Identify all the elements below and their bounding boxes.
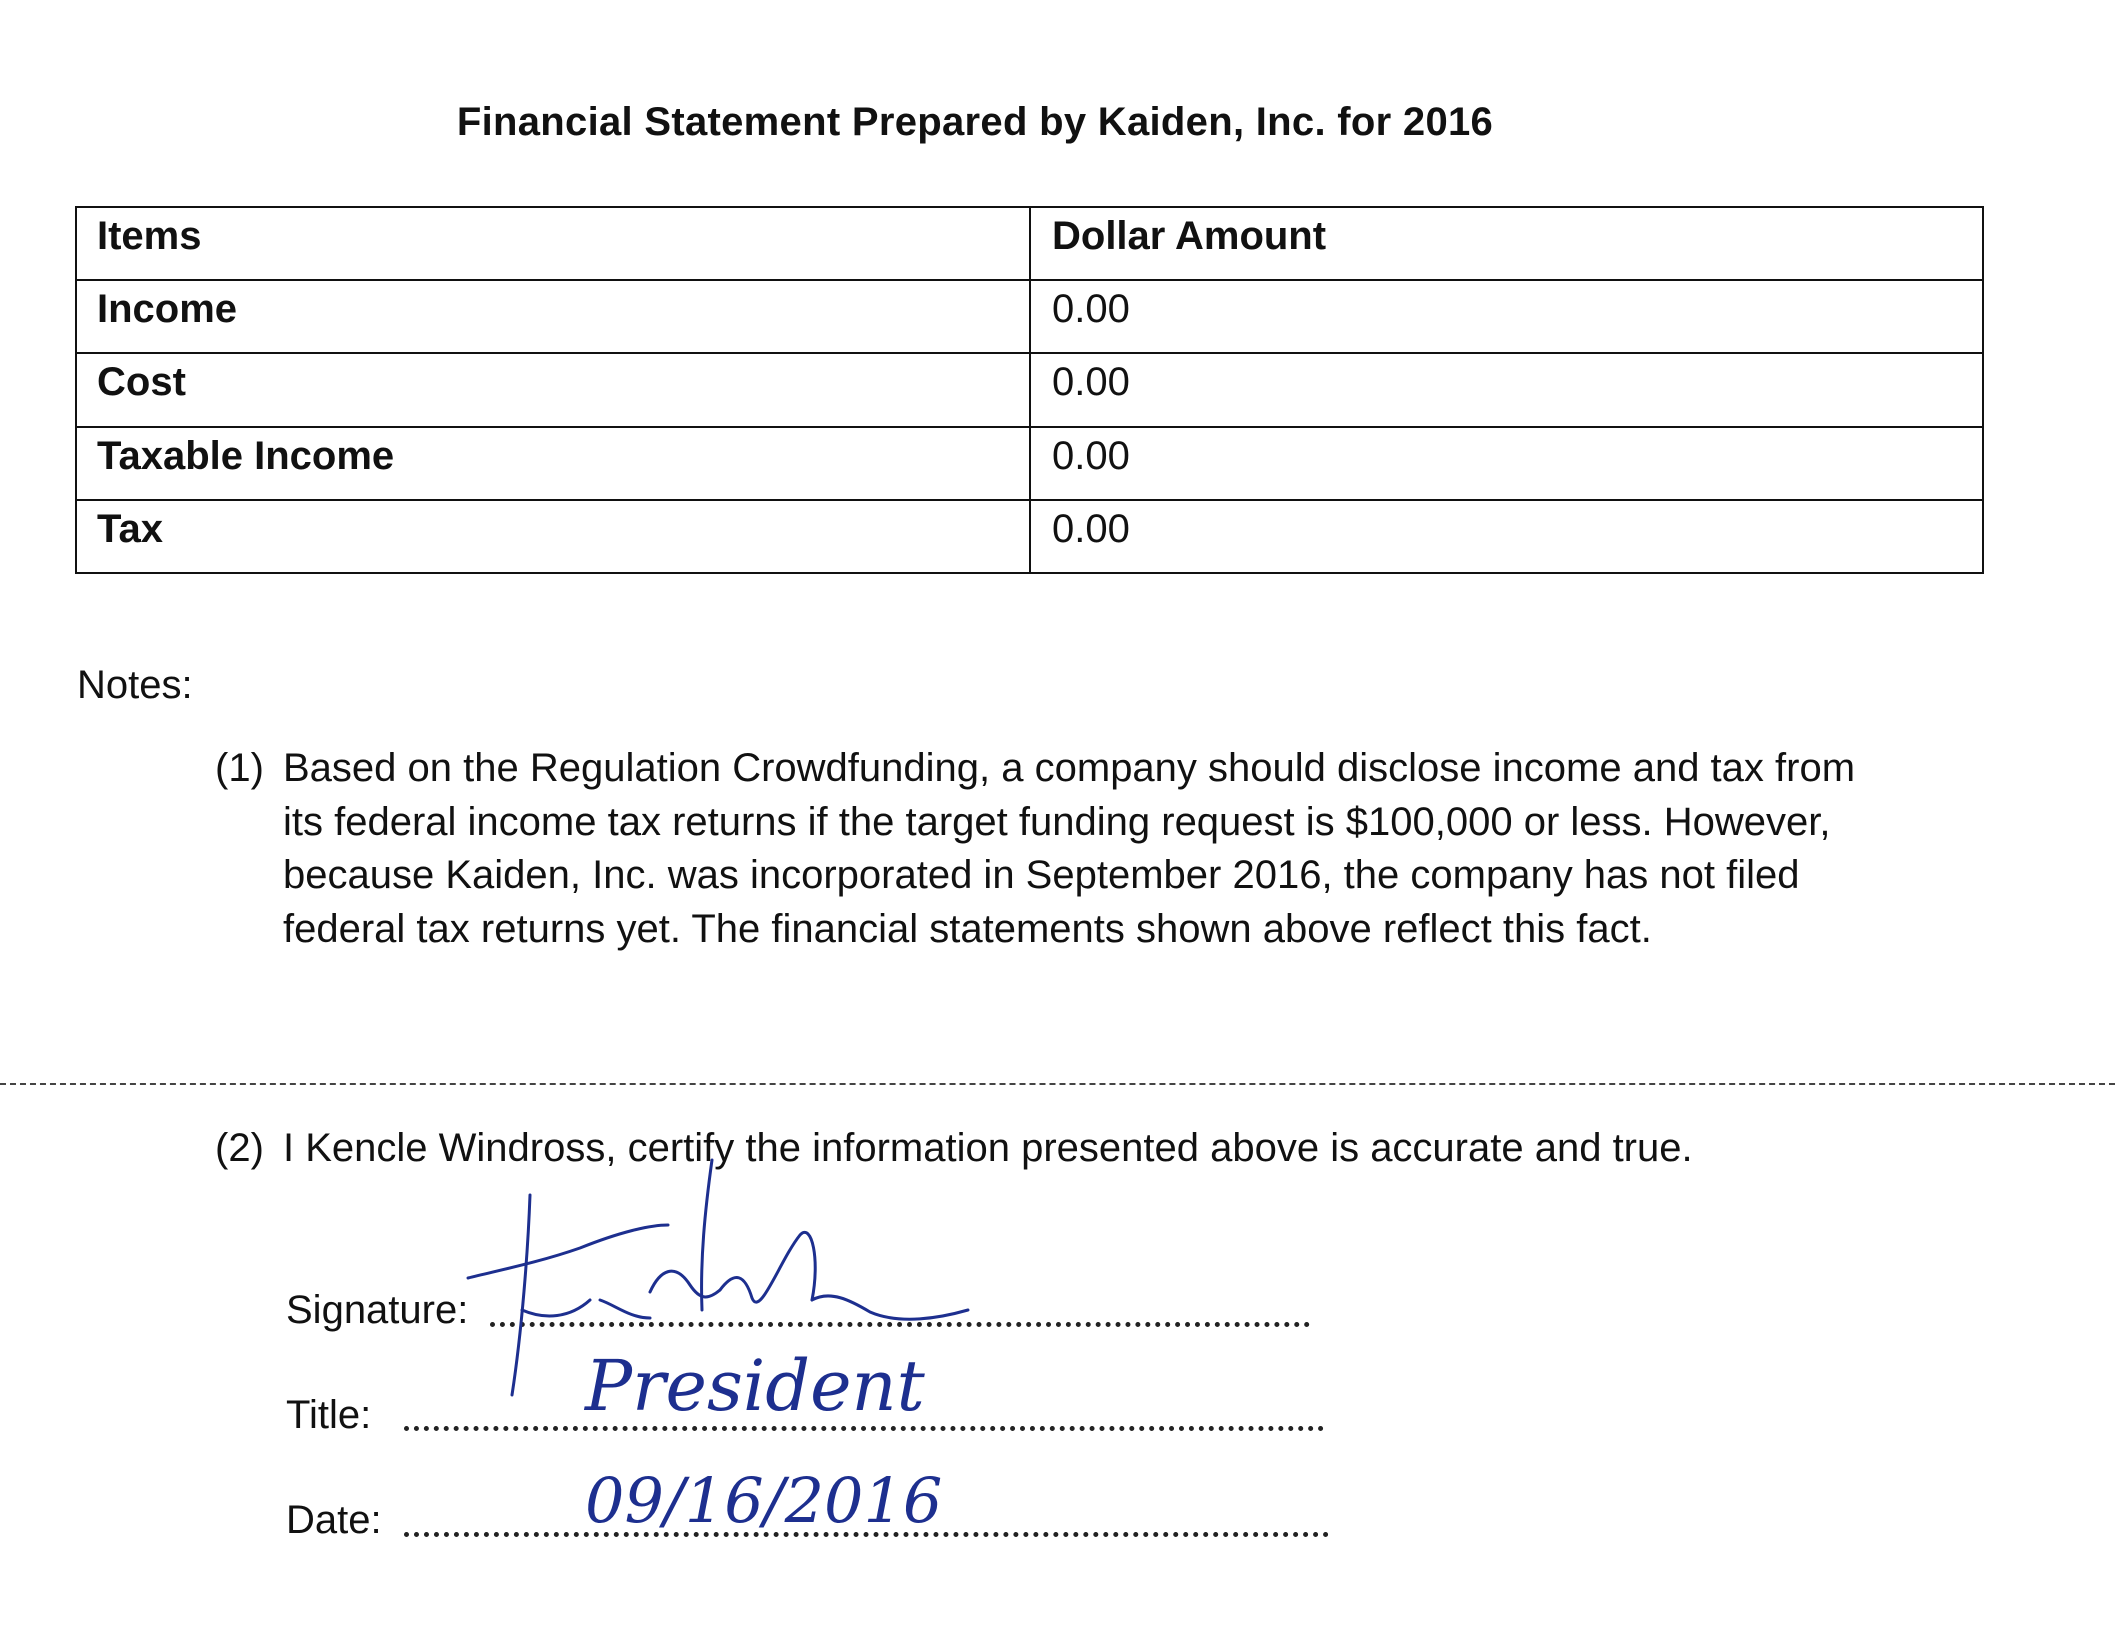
row-amount: 0.00 [1030,427,1983,500]
note-text: Based on the Regulation Crowdfunding, a company should disclose income and tax from its federal income tax returns if the target funding request is $100,000 or less. However, because Kaiden, Inc. was incorporated in September 2016, the company has not filed federal tax returns yet. The financial statements shown above reflect this fact. [283,746,1856,951]
note-number: (2) [215,1126,264,1170]
financial-table [75,206,1984,574]
table-row [76,353,1983,426]
handwritten-date [585,1464,942,1537]
table-row [76,427,1983,500]
row-item: Tax [76,500,1030,573]
document-title: Financial Statement Prepared by Kaiden, Inc. for 2016 [456,100,1494,144]
notes-label: Notes: [77,663,193,707]
svg-text:President: President [585,1345,925,1427]
title-dotted-line [404,1426,1324,1431]
fold-divider [0,1083,2115,1085]
title-field [286,1393,371,1438]
handwritten-signature [468,1160,968,1395]
date-field [286,1498,382,1543]
signature-label: Signature: [286,1288,469,1332]
signature-dotted-line [490,1322,1310,1327]
table-header-row [76,207,1983,280]
table-row [76,280,1983,353]
row-amount: 0.00 [1030,353,1983,426]
header-dollar-amount: Dollar Amount [1030,207,1983,280]
title-label: Title: [286,1393,372,1437]
row-item: Income [76,280,1030,353]
handwritten-title [583,1345,926,1427]
row-item: Cost [76,353,1030,426]
note-text: I Kencle Windross, certify the information presented above is accurate and true. [283,1126,1693,1170]
table-row [76,500,1983,573]
row-item: Taxable Income [76,427,1030,500]
row-amount: 0.00 [1030,280,1983,353]
note-number: (1) [215,746,264,790]
date-dotted-line [404,1532,1329,1537]
svg-text:09/16/2016: 09/16/2016 [585,1464,943,1537]
date-label: Date: [286,1498,382,1542]
header-items: Items [76,207,1030,280]
row-amount: 0.00 [1030,500,1983,573]
signature-field [286,1288,468,1333]
